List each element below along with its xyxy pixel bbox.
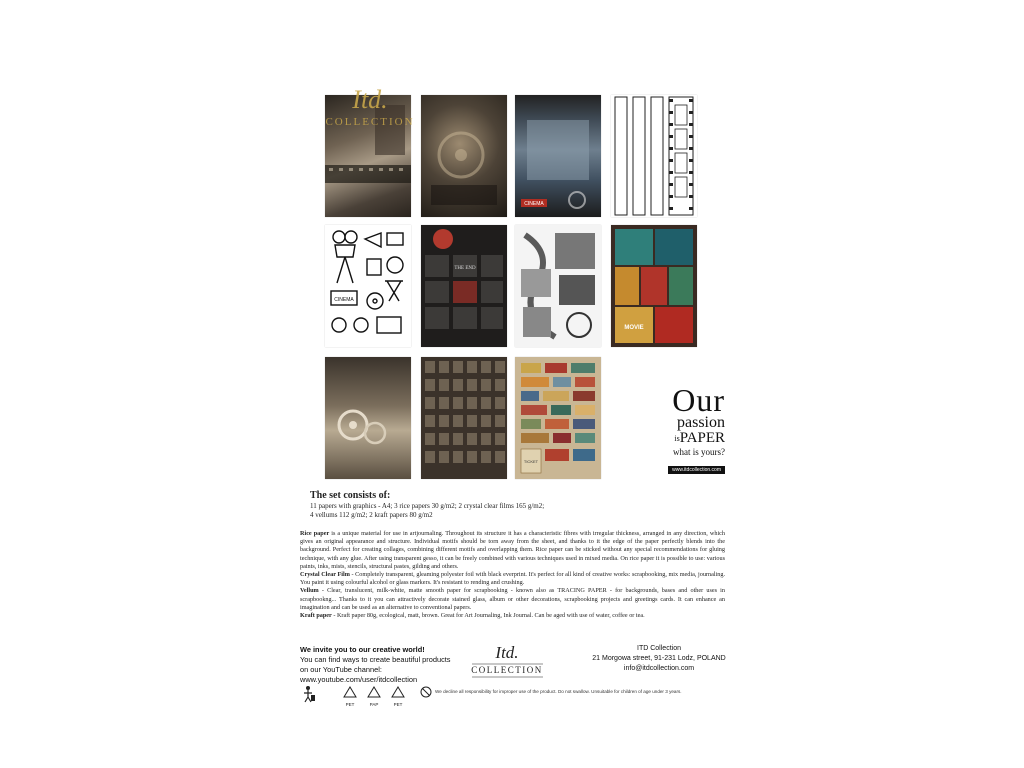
product-sheet [300,85,730,710]
recycle-label-3: PET [393,702,403,707]
tagline [625,382,725,476]
footer-invite-line-3: on our YouTube channel: [300,665,382,674]
footer-invite [300,645,470,685]
paper-thumbnail-3[interactable] [515,95,601,217]
tagline-question: what is yours? [673,447,725,457]
recycle-pap-icon [368,687,380,707]
recycle-label-1: PET [345,702,355,707]
reel-on-wood-art [325,357,411,479]
youtube-link[interactable]: www.youtube.com/user/itdcollection [300,675,418,684]
thumb-8-label: MOVIE [624,325,644,331]
brand-logo-word: COLLECTION [325,116,415,128]
thumb-5-label: CINEMA [334,297,354,303]
recycling-icons [300,683,425,709]
footer-invite-line-2: You can find ways to create beautiful products [300,655,451,664]
paper-thumbnail-2[interactable] [421,95,507,217]
kraft-text: - Kraft paper 80g, ecological, matt, brown. Great for Art Journaling, Ink Journal. Can be aged with use of water, coffee or tea. [331,612,645,620]
recycle-pet-icon [344,687,356,707]
cinema-stamps-art [325,225,411,347]
footer-invite-heading: We invite you to our creative world! [300,645,425,654]
recycle-pet-icon-2 [392,687,404,707]
vellum-text: - Clear, translucent, milk-white, matte smooth paper for scrapbooking - known also as TRACING PAPER - for backgrounds, bases and other uses in scrapbookng... Thanks to it you can attractively decorate stained glass, album or other decorations, scrapbooking projects and greetings cards. It can enhance an imagination and can be used as an alternative to conventional papers. [300,587,725,611]
tidy-man-icon [304,686,315,702]
cinema-screen-art [515,95,601,217]
rice-paper-term: Rice paper [300,530,330,537]
kraft-paragraph [300,612,725,620]
paper-thumbnail-10[interactable] [421,357,507,479]
set-line-1: 11 papers with graphics - A4; 3 rice papers 30 g/m2; 2 crystal clear films 165 g/m2; [310,502,545,510]
vintage-projector-art [421,95,507,217]
thumb-11-label: TICKET [523,459,539,464]
film-reels-art [515,225,601,347]
paper-thumbnail-8[interactable] [611,225,697,347]
vellum-term: Vellum [300,587,319,595]
crystal-film-term: Crystal Clear Film [300,571,350,579]
rice-paper-text: is a unique material for use in artjournaling. Throughout its structure it has a characteristic fibres with irregular thickness, arranged in any direction, which gives an original appearance and structure. Individual motifs should be torn away from the sheet, and thanks to it the edge of the paper perfectly blends into the background. Perfect for creating collages, combining different motifs and overlapping them. Rice paper can be sticked without any special recommendations for gluing technique, with any glue. After using transparent gesso, it can be freely combined with various techniques used in mixed media. On rice paper it is possible to use: various paints, inks, mists, stencils, structural pastes, gilding and others. [300,530,726,570]
set-contents [310,490,610,520]
tagline-our: Our [672,382,725,418]
paper-thumbnail-7[interactable] [515,225,601,347]
footer-brand-logo [460,640,555,685]
kraft-term: Kraft paper [300,612,332,620]
vellum-paragraph [300,587,725,612]
contact-sheet-art [421,357,507,479]
set-heading: The set consists of: [310,490,391,501]
paper-thumbnail-9[interactable] [325,357,411,479]
tagline-passion: passion [677,414,725,431]
safety-disclaimer [420,689,730,695]
the-end-cards-art [421,225,507,347]
company-contact [590,644,728,674]
tagline-paper: PAPER [679,430,725,446]
company-email[interactable]: info@itdcollection.com [623,665,695,672]
tagline-is: is [674,434,680,443]
cinema-tickets-art [515,357,601,479]
brand-logo-script: Itd. [352,85,388,114]
set-line-2: 4 vellums 112 g/m2; 2 kraft papers 80 g/m2 [310,511,433,519]
footer-logo-word: COLLECTION [471,665,543,675]
tagline-is-paper [625,431,725,446]
thumb-6-label: THE END [454,266,476,271]
company-address: 21 Morgowa street, 91-231 Lodz, POLAND [592,655,726,662]
paper-thumbnail-5[interactable] [325,225,411,347]
crystal-film-text: - Completely transparent, gleaming polyester foil with black everprint. It's perfect for all kind of creative works: scrapbooking, mix media, journaling. You paint it using colourful alcohol or glass markers. It's resistant to rending and crushing. [300,571,726,587]
crystal-film-paragraph [300,571,725,587]
movie-posters-art [611,225,697,347]
disclaimer-text: We decline all responsibility for improper use of the product. Do not swallow. Unsuitable for children of age under 3 years. [435,689,682,694]
paper-thumbnail-6[interactable] [421,225,507,347]
footer-logo-script: Itd. [495,643,519,662]
thumb-3-label: CINEMA [524,201,544,207]
company-name: ITD Collection [637,645,681,652]
brand-logo-watermark [292,80,432,140]
tagline-url: www.itdcollection.com [668,466,725,474]
material-descriptions [300,530,725,620]
paper-thumbnail-11[interactable] [515,357,601,479]
rice-paper-paragraph [300,530,725,571]
paper-thumbnail-4[interactable] [611,95,697,217]
film-strip-art [611,95,697,217]
recycle-label-2: PAP [369,702,379,707]
